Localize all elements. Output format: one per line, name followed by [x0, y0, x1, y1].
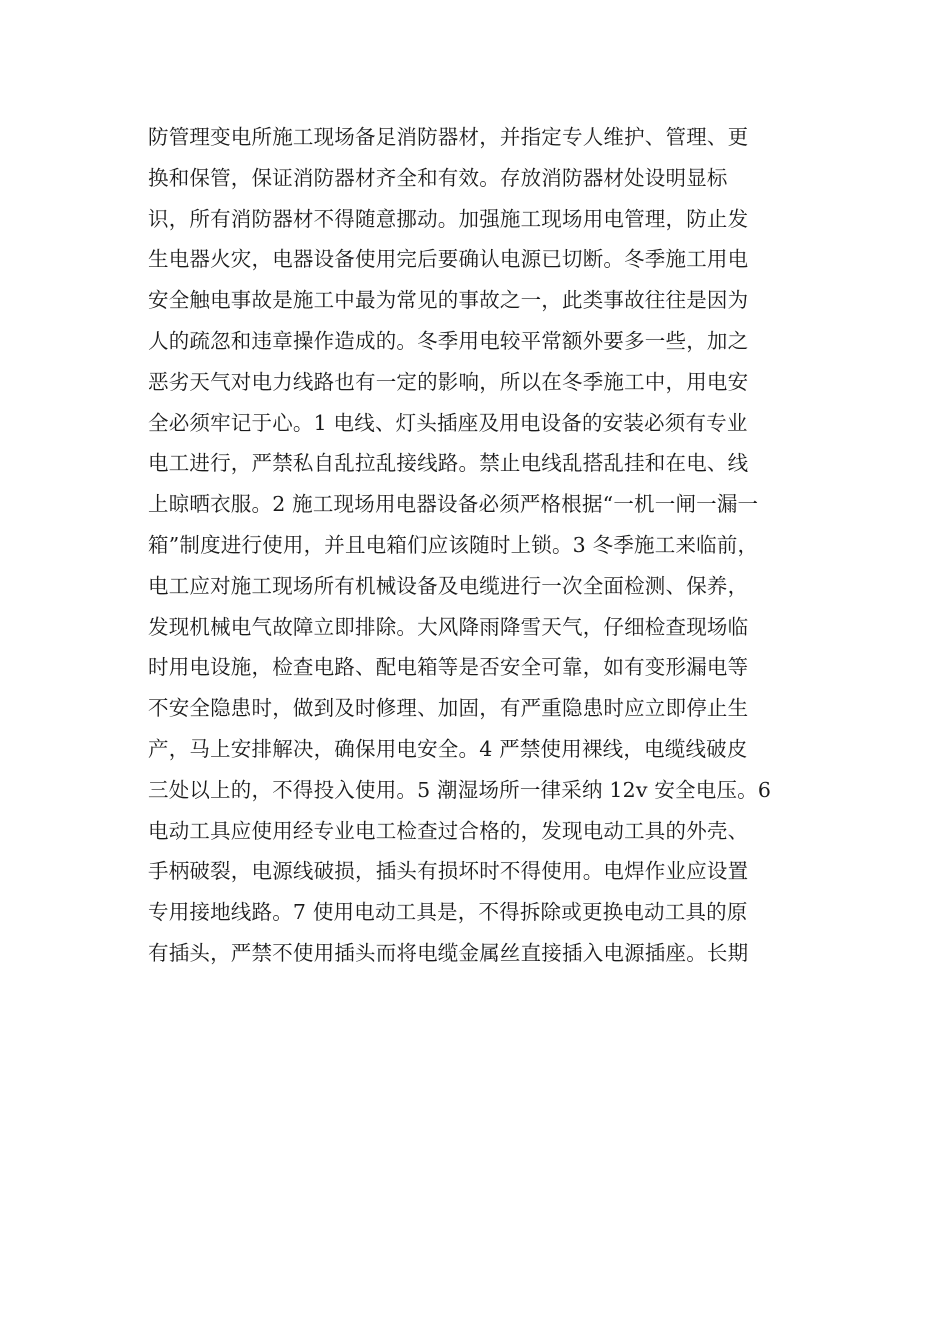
- text-line: 手柄破裂，电源线破损，插头有损坏时不得使用。电焊作业应设置: [148, 859, 749, 884]
- text-line: 电动工具应使用经专业电工检查过合格的，发现电动工具的外壳、: [148, 818, 749, 843]
- text-line: 安全触电事故是施工中最为常见的事故之一，此类事故往往是因为: [148, 288, 749, 313]
- text-line: 产，马上安排解决，确保用电安全。4 严禁使用裸线，电缆线破皮: [148, 736, 748, 761]
- text-line: 防管理变电所施工现场备足消防器材，并指定专人维护、管理、更: [148, 125, 749, 149]
- text-line: 生电器火灾，电器设备使用完后要确认电源已切断。冬季施工用电: [148, 247, 749, 272]
- text-line: 电工进行，严禁私自乱拉乱接线路。禁止电线乱搭乱挂和在电、线: [148, 451, 749, 476]
- text-line: 识，所有消防器材不得随意挪动。加强施工现场用电管理，防止发: [148, 206, 749, 231]
- body-paragraph: [148, 117, 808, 974]
- text-line: 时用电设施，检查电路、配电箱等是否安全可靠，如有变形漏电等: [148, 655, 749, 680]
- text-line: 人的疏忽和违章操作造成的。冬季用电较平常额外要多一些，加之: [148, 328, 749, 353]
- text-line: 专用接地线路。7 使用电动工具是，不得拆除或更换电动工具的原: [148, 900, 748, 925]
- text-line: 三处以上的，不得投入使用。5 潮湿场所一律采纳 12v 安全电压。6: [148, 777, 772, 802]
- text-line: 不安全隐患时，做到及时修理、加固，有严重隐患时应立即停止生: [148, 696, 749, 721]
- text-line: 全必须牢记于心。1 电线、灯头插座及用电设备的安装必须有专业: [148, 410, 748, 435]
- text-line: 上晾晒衣服。2 施工现场用电器设备必须严格根据“一机一闸一漏一: [148, 492, 759, 517]
- text-line: 换和保管，保证消防器材齐全和有效。存放消防器材处设明显标: [148, 165, 728, 190]
- text-line: 有插头，严禁不使用插头而将电缆金属丝直接插入电源插座。长期: [148, 940, 749, 965]
- text-line: 恶劣天气对电力线路也有一定的影响，所以在冬季施工中，用电安: [148, 369, 749, 394]
- text-line: 发现机械电气故障立即排除。大风降雨降雪天气，仔细检查现场临: [148, 614, 749, 639]
- text-line: 电工应对施工现场所有机械设备及电缆进行一次全面检测、保养，: [148, 573, 749, 598]
- text-line: 箱”制度进行使用，并且电箱们应该随时上锁。3 冬季施工来临前，: [148, 532, 759, 557]
